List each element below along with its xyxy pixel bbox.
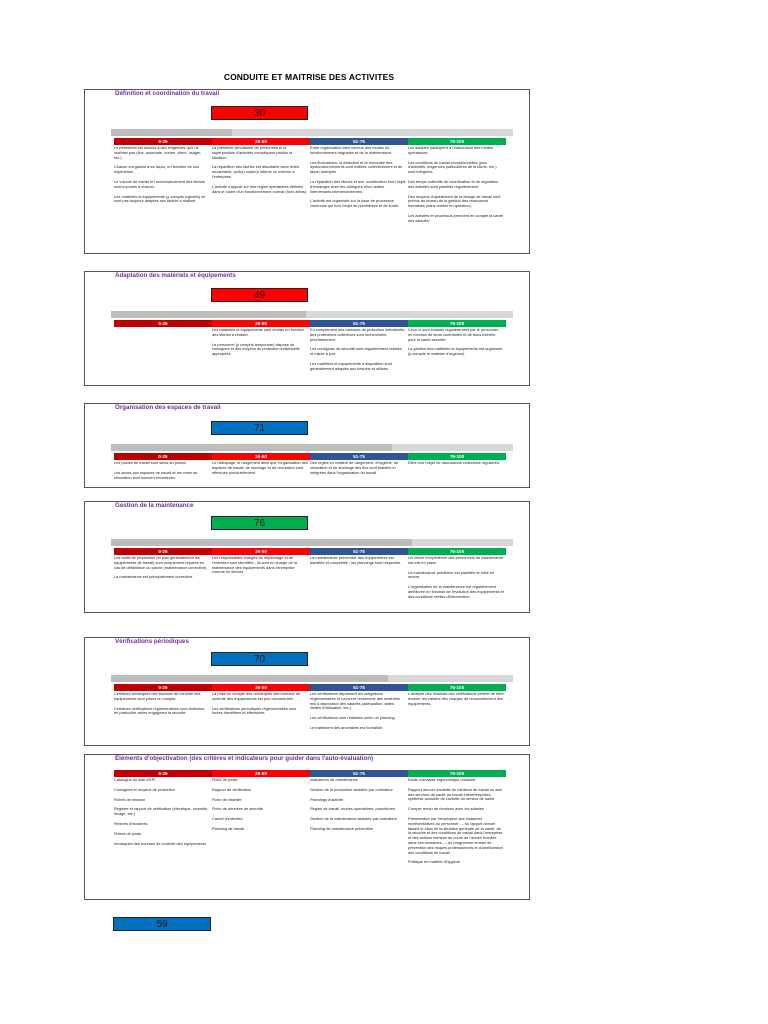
band-26-50: 26-50 <box>212 684 310 691</box>
criteria-columns <box>114 461 506 485</box>
criterion-text: Fiches de poste <box>114 830 142 836</box>
criterion-text: Carnet d'entretien <box>212 816 243 822</box>
band-26-50: 26-50 <box>212 320 310 327</box>
band-0-25: 0-25 <box>114 453 212 460</box>
band-76-100: 76-100 <box>408 453 506 460</box>
criterion-text: Plannings d'activité <box>310 796 344 802</box>
criterion-text: L'activité s'appuie sur des règles opératoires définies dans le cadre d'un fonctionnement normal (hors aléas). <box>212 183 308 194</box>
criterion-text: La prise en compte des remarques des bureaux de contrôle des équipements est peu documentée. <box>212 691 301 701</box>
criterion-text: Fiche de données de sécurité <box>212 806 264 812</box>
criterion-text: Règles de travail, modes opératoires, procédures <box>310 806 395 812</box>
criterion-text: Registre et rapport de vérification (électrique, incendie, levage, etc.) <box>114 806 209 817</box>
criteria-columns <box>114 778 506 870</box>
criteria-column <box>310 692 408 736</box>
criterion-text: Un retour d'expérience des personnels de maintenance est mis en place. <box>408 555 504 565</box>
criterion-text: Indicateurs de maintenance <box>310 777 358 782</box>
criterion-text: Les matériels et équipements à disposition sont généralement adaptés aux besoins et utilisés. <box>310 360 392 371</box>
criteria-column <box>212 692 310 736</box>
criterion-text: Compte rendu de réunions avec les salariés <box>408 806 484 812</box>
criterion-text: Le traitement des anomalies est formalisé. <box>310 724 384 730</box>
criterion-text: Étude d'analyse ergonomique d'activité <box>408 777 476 782</box>
section-objectivation <box>84 754 530 900</box>
criterion-text: Les vérifications périodiques réglementaires sont toutes identifiées et effectuées. <box>212 705 297 716</box>
criterion-text: La répartition des tâches et leur coordination font l'objet d'échanges avec les collègues et/ou autres intervenants internes/externes. <box>310 178 406 194</box>
criteria-column <box>114 778 212 870</box>
level-bands <box>114 684 506 691</box>
criterion-text: Les salariés participent à l'élaboration des modes opératoires. <box>408 145 494 155</box>
criteria-columns <box>114 692 506 736</box>
criterion-text: Les consignes de sécurité sont régulièrement testées et mises à jour. <box>310 346 402 357</box>
band-51-75: 51-75 <box>310 138 408 145</box>
criterion-text: Fiche de poste <box>212 777 238 782</box>
level-track-fill <box>111 129 232 136</box>
band-26-50: 26-50 <box>212 548 310 555</box>
criterion-text: Politique en matière d'hygiène <box>408 859 461 865</box>
criteria-column <box>212 778 310 870</box>
criterion-text: Planning de maintenance préventive <box>310 825 373 831</box>
level-bands <box>114 548 506 555</box>
level-track <box>111 444 513 451</box>
criteria-column <box>408 692 506 736</box>
level-track-fill <box>111 539 412 546</box>
criterion-text: Les activités et processus prennent en compte la santé des salariés. <box>408 212 503 223</box>
band-0-25: 0-25 <box>114 320 212 327</box>
band-51-75: 51-75 <box>310 320 408 327</box>
criteria-columns <box>114 556 506 605</box>
criterion-text: Les vérifications dépassent les obligations réglementaires et couvrent l'ensemble des matériels mis à disposition des salariés (adéquation, dates limites d'utilisation, etc.). <box>310 691 400 711</box>
score-box: 71 <box>211 421 308 435</box>
criterion-text: Les conditions de travail exceptionnelles (pics d'activités, exigences particulières de la tâche, etc.) sont intégrées. <box>408 159 497 175</box>
criterion-text: Les outils de production (et plus généralement les équipements de travail) sont uniquement réparés en cas de défaillance ou panne (maintenance corrective). <box>114 555 208 570</box>
section-title: Adaptation des matériels et équipements <box>115 272 236 279</box>
criteria-column <box>114 461 212 485</box>
criterion-text: Rapport de vérification <box>212 786 251 792</box>
section-title: Définition et coordination du travail <box>115 90 220 97</box>
criteria-column <box>408 778 506 870</box>
criteria-column <box>114 692 212 736</box>
band-26-50: 26-50 <box>212 453 310 460</box>
band-76-100: 76-100 <box>408 684 506 691</box>
criteria-column <box>212 146 310 229</box>
section-title: Éléments d'objectivation (des critères et indicateurs pour guider dans l'auto-évaluation) <box>115 755 374 762</box>
band-0-25: 0-25 <box>114 770 212 777</box>
level-track <box>111 311 513 318</box>
criterion-text: Les accès aux espaces de travail et les voies de circulation sont souvent encombrés. <box>114 469 198 480</box>
score-box: 30 <box>211 106 308 120</box>
criterion-text: Le personnel (y compris temporaire) dispose de consignes et des moyens de protection individuelle appropriés. <box>212 341 300 357</box>
criterion-text: Fiches de mission <box>114 796 146 802</box>
criterion-text: Ceux-ci sont évalués régulièrement par le personnel, en fonction de leurs contraintes et de leurs intérêts pour la santé-sécurité. <box>408 327 500 342</box>
criteria-column <box>114 556 212 605</box>
section-title: Gestion de la maintenance <box>115 502 194 509</box>
criterion-text: Fiche de chantier <box>212 796 242 802</box>
criterion-text: Planning de travail <box>212 825 245 831</box>
criteria-column <box>408 556 506 605</box>
criterion-text: La maintenance prédictive est planifiée et mise en œuvre. <box>408 569 495 580</box>
document-title: CONDUITE ET MAITRISE DES ACTIVITES <box>223 72 395 82</box>
score-box: 70 <box>211 652 308 666</box>
band-51-75: 51-75 <box>310 770 408 777</box>
band-0-25: 0-25 <box>114 548 212 555</box>
criterion-text: Les matériels et équipements sont choisis en fonction des tâches à réaliser. <box>212 327 305 337</box>
criterion-text: Le personnel est soumis à des exigences qu'il ne maîtrise pas (flux, automate, norme, client, usager, etc.). <box>114 145 202 160</box>
criterion-text: Catalogue ou liste d'EPI <box>114 777 156 782</box>
criterion-text: Entre organisation bien connue des modes de fonctionnement dégradés et de la maintenance. <box>310 145 393 155</box>
criterion-text: La maintenance est principalement corrective. <box>114 574 194 580</box>
criterion-text: Des moyens d'ajustement de la charge de travail sont prévus au niveau de la gestion des ressources humaines (sans remise en question). <box>408 193 501 209</box>
criterion-text: Des temps collectifs de coordination et de régulation des activités sont planifiés régulièrement. <box>408 178 499 189</box>
section-maintenance <box>84 501 530 613</box>
criteria-column <box>114 146 212 229</box>
section-equipment <box>84 271 530 386</box>
section-workspaces <box>84 403 530 488</box>
criterion-text: En complément des mesures de protection individuelle, des protections collectives sont recherchées prioritairement. <box>310 327 406 342</box>
level-track <box>111 675 513 682</box>
criteria-column <box>310 328 408 377</box>
criteria-column <box>310 556 408 605</box>
criterion-text: La maintenance préventive des équipements est planifiée et complétée ; les plannings sont respectés. <box>310 555 402 565</box>
criteria-column <box>310 146 408 229</box>
level-track-fill <box>111 675 388 682</box>
band-51-75: 51-75 <box>310 684 408 691</box>
criteria-column <box>310 778 408 870</box>
band-26-50: 26-50 <box>212 770 310 777</box>
criterion-text: Gestion de la production assistée par ordinateur <box>310 786 393 792</box>
criterion-text: Les fluctuations, la détection et la remontée des dysfonctionnements sont traitées collectivement et de façon anticipée. <box>310 159 403 175</box>
criteria-column <box>212 556 310 605</box>
criterion-text: Chacun s'organise à sa façon, en fonction de son expérience. <box>114 164 200 175</box>
criterion-text: Elles font l'objet de discussions collectives régulières. <box>408 460 501 465</box>
level-bands <box>114 453 506 460</box>
criterion-text: Les postes de travail sont seuls au poison. <box>114 460 188 465</box>
criterion-text: Les matériels et équipements (y compris logiciels) ne sont pas toujours adaptés aux tâches à réaliser. <box>114 193 206 204</box>
criteria-column <box>408 461 506 485</box>
band-0-25: 0-25 <box>114 684 212 691</box>
band-0-25: 0-25 <box>114 138 212 145</box>
score-box: 76 <box>211 516 308 530</box>
overall-score-box: 59 <box>113 917 211 931</box>
band-76-100: 76-100 <box>408 138 506 145</box>
criterion-text: Certaines remarques des bureaux de contrôle des équipements sont prises en compte. <box>114 691 201 701</box>
score-box: 49 <box>211 288 308 302</box>
criterion-text: Le volume de travail et l'ordonnancement des tâches sont imposés à chacun. <box>114 178 205 189</box>
criterion-text: L'analyse des résultats des vérifications permet de faire évoluer les cahiers des charges de renouvellement des équipements. <box>408 691 504 706</box>
criteria-columns <box>114 328 506 377</box>
criterion-text: Gestion de la maintenance assistée par ordinateur <box>310 816 397 822</box>
criterion-text: remarques des bureaux de contrôle des équipements <box>114 840 207 846</box>
level-bands <box>114 320 506 327</box>
level-track-fill <box>111 311 306 318</box>
level-track-fill <box>111 444 392 451</box>
criteria-column <box>212 461 310 485</box>
band-26-50: 26-50 <box>212 138 310 145</box>
criteria-columns <box>114 146 506 229</box>
level-bands <box>114 138 506 145</box>
section-title: Organisation des espaces de travail <box>115 404 221 411</box>
level-track <box>111 129 513 136</box>
criterion-text: La présence simultanée de personnes et la superposition d'activités compliquent parfois la situation. <box>212 145 293 160</box>
criteria-column <box>408 146 506 229</box>
criterion-text: Présentation par l'employeur aux instances représentatives du personnel : – du rapport annuel faisant le bilan de la situation générale de la santé, de la sécurité et des conditions de travail dans l'entreprise et des actions menées au cours de l'année écoulée dans ces domaines ; – du programme annuel de prévention des risques professionnels et d'amélioration des conditions de travail <box>408 815 503 855</box>
band-76-100: 76-100 <box>408 548 506 555</box>
criterion-text: Les responsables chargés du dépannage et de l'entretien sont identifiés ; ils sont en charge de la maintenance des équipements dans l'entreprise comme en dehors. <box>212 555 297 575</box>
criteria-column <box>310 461 408 485</box>
criterion-text: La gestion des matériels et équipements est organisée (y compris le matériel d'urgence). <box>408 346 503 357</box>
criterion-text: La répartition des tâches est discutable avec le/les encadrants, qu'il(s) soi(en)t interne ou externe à l'entreprise. <box>212 164 299 179</box>
criterion-text: Le rattrapage, le rangement ainsi que l'organisation des espaces de travail, de stockage et de circulation sont effectués ponctuellement. <box>212 460 308 475</box>
criterion-text: Les vérifications sont réalisées selon un planning. <box>310 715 396 721</box>
criterion-text: Consignes et moyens de protection <box>114 786 175 792</box>
criterion-text: L'organisation de la maintenance est régulièrement améliorée en fonction de l'évolution des équipements et des conditions réelles d'intervention. <box>408 584 504 599</box>
criterion-text: Rapport annuel d'activité du médecin du travail ou avis des services de santé au travail interentreprises, synthèse annuelle de l'activité du service de santé <box>408 786 503 802</box>
criterion-text: Des règles en matière de rangement, d'hygiène, de circulation et de stockage des flux sont établies et intégrées dans l'organisation du travail. <box>310 460 399 475</box>
section-coordination <box>84 89 530 254</box>
section-verifications <box>84 637 530 746</box>
section-title: Vérifications périodiques <box>115 638 189 645</box>
level-track <box>111 539 513 546</box>
level-bands <box>114 770 506 777</box>
criterion-text: Certaines vérifications réglementaires sont réalisées, en particulier celles engageant la sécurité. <box>114 705 206 716</box>
band-51-75: 51-75 <box>310 548 408 555</box>
criterion-text: Relevés d'incidents <box>114 820 148 826</box>
band-76-100: 76-100 <box>408 320 506 327</box>
criteria-column <box>114 328 212 377</box>
criteria-column <box>212 328 310 377</box>
criterion-text: L'activité est organisée sur la base de processus communs qui font l'objet de procédures et de suivis. <box>310 198 400 209</box>
criteria-column <box>408 328 506 377</box>
band-76-100: 76-100 <box>408 770 506 777</box>
band-51-75: 51-75 <box>310 453 408 460</box>
